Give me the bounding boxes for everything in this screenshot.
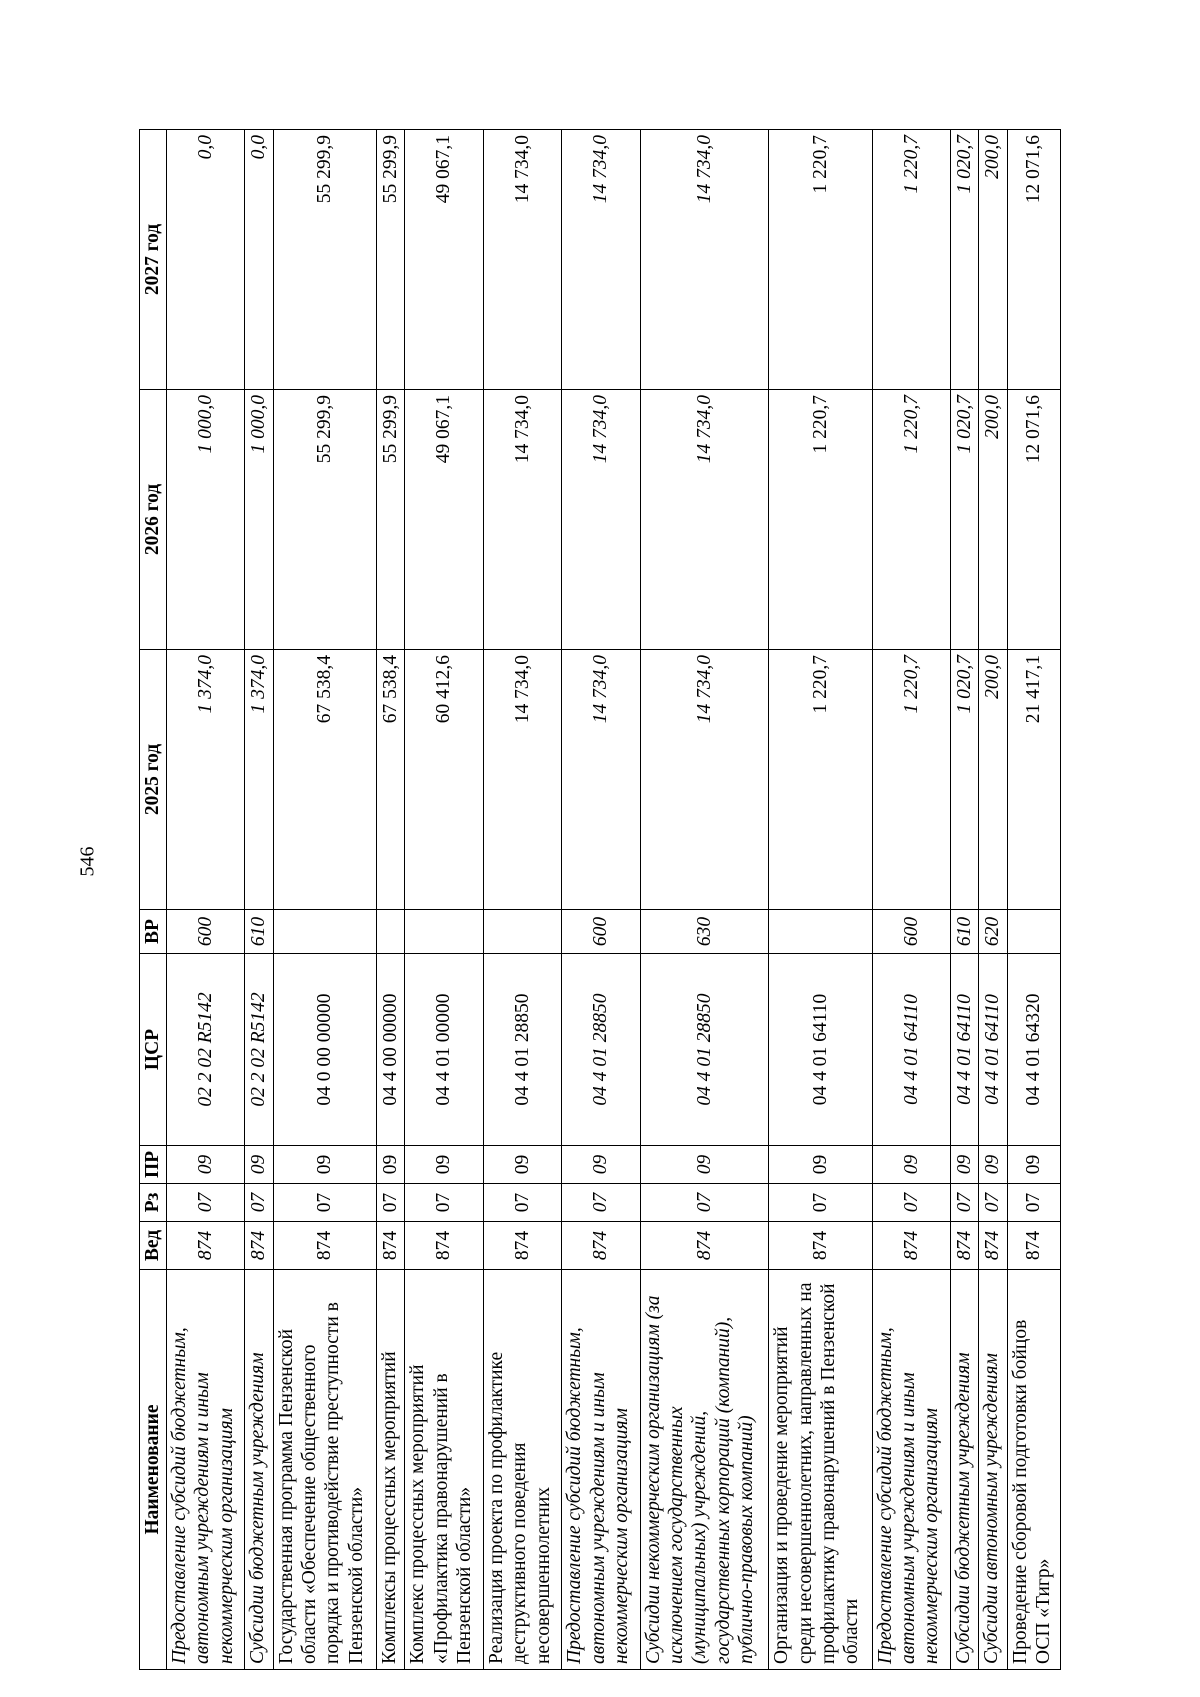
table-row	[167, 130, 245, 1670]
header-ved: Вед	[140, 1222, 167, 1270]
header-csr: ЦСР	[140, 954, 167, 1146]
cell-name: Субсидии автономным учреждениям	[979, 1270, 1007, 1670]
cell-rz: 07	[405, 1184, 483, 1222]
cell-name: Предоставление субсидий бюджетным, автономным учреждениям и иным некоммерческим организациям	[562, 1270, 640, 1670]
cell-y2026: 1 220,7	[872, 390, 950, 650]
cell-rz: 07	[640, 1184, 769, 1222]
cell-rz: 07	[245, 1184, 273, 1222]
cell-ved: 874	[979, 1222, 1007, 1270]
cell-ved: 874	[872, 1222, 950, 1270]
cell-rz: 07	[979, 1184, 1007, 1222]
cell-y2027: 200,0	[979, 130, 1007, 390]
cell-pr: 09	[377, 1146, 405, 1184]
cell-y2026: 49 067,1	[405, 390, 483, 650]
table-row	[273, 130, 376, 1670]
cell-y2026: 1 000,0	[167, 390, 245, 650]
cell-y2026: 14 734,0	[483, 390, 561, 650]
cell-ved: 874	[167, 1222, 245, 1270]
cell-y2027: 14 734,0	[562, 130, 640, 390]
cell-vr: 630	[640, 910, 769, 954]
cell-ved: 874	[562, 1222, 640, 1270]
header-vr: ВР	[140, 910, 167, 954]
header-pr: ПР	[140, 1146, 167, 1184]
table-row	[769, 130, 872, 1670]
cell-y2026: 1 020,7	[951, 390, 979, 650]
table-row	[405, 130, 483, 1670]
cell-ved: 874	[377, 1222, 405, 1270]
cell-csr: 04 0 00 00000	[273, 954, 376, 1146]
cell-csr: 04 4 01 00000	[405, 954, 483, 1146]
header-name: Наименование	[140, 1270, 167, 1670]
cell-pr: 09	[167, 1146, 245, 1184]
cell-rz: 07	[872, 1184, 950, 1222]
cell-vr	[405, 910, 483, 954]
rotated-table-wrapper	[139, 130, 1061, 1670]
cell-y2026: 14 734,0	[640, 390, 769, 650]
cell-csr: 04 4 01 64110	[951, 954, 979, 1146]
cell-rz: 07	[769, 1184, 872, 1222]
table-row	[979, 130, 1007, 1670]
table-row	[377, 130, 405, 1670]
cell-y2027: 0,0	[245, 130, 273, 390]
table-row	[640, 130, 769, 1670]
cell-name: Реализация проекта по профилактике деструктивного поведения несовершеннолетних	[483, 1270, 561, 1670]
cell-ved: 874	[405, 1222, 483, 1270]
cell-ved: 874	[1007, 1222, 1060, 1270]
cell-ved: 874	[245, 1222, 273, 1270]
table-row	[1007, 130, 1060, 1670]
cell-ved: 874	[273, 1222, 376, 1270]
cell-y2027: 1 020,7	[951, 130, 979, 390]
cell-vr	[769, 910, 872, 954]
cell-y2027: 0,0	[167, 130, 245, 390]
cell-name: Государственная программа Пензенской области «Обеспечение общественного порядка и противодействие преступности в Пензенской области»	[273, 1270, 376, 1670]
table-body	[167, 130, 1061, 1670]
cell-ved: 874	[640, 1222, 769, 1270]
table-row	[951, 130, 979, 1670]
cell-y2027: 1 220,7	[769, 130, 872, 390]
cell-y2026: 12 071,6	[1007, 390, 1060, 650]
cell-name: Субсидии бюджетным учреждениям	[951, 1270, 979, 1670]
cell-pr: 09	[405, 1146, 483, 1184]
cell-name: Предоставление субсидий бюджетным, автономным учреждениям и иным некоммерческим организациям	[167, 1270, 245, 1670]
cell-name: Комплексы процессных мероприятий	[377, 1270, 405, 1670]
cell-y2026: 1 000,0	[245, 390, 273, 650]
cell-y2025: 14 734,0	[483, 650, 561, 910]
cell-y2027: 1 220,7	[872, 130, 950, 390]
cell-csr: 02 2 02 R5142	[167, 954, 245, 1146]
cell-rz: 07	[562, 1184, 640, 1222]
cell-rz: 07	[377, 1184, 405, 1222]
cell-pr: 09	[979, 1146, 1007, 1184]
cell-pr: 09	[245, 1146, 273, 1184]
cell-csr: 04 4 01 64110	[769, 954, 872, 1146]
cell-vr	[1007, 910, 1060, 954]
cell-y2026: 200,0	[979, 390, 1007, 650]
cell-name: Проведение сборовой подготовки бойцов ОСП «Тигр»	[1007, 1270, 1060, 1670]
cell-y2026: 55 299,9	[273, 390, 376, 650]
cell-y2025: 1 374,0	[167, 650, 245, 910]
header-2026: 2026 год	[140, 390, 167, 650]
header-2025: 2025 год	[140, 650, 167, 910]
header-row	[140, 130, 167, 1670]
cell-pr: 09	[562, 1146, 640, 1184]
cell-y2025: 1 020,7	[951, 650, 979, 910]
cell-vr	[273, 910, 376, 954]
cell-csr: 02 2 02 R5142	[245, 954, 273, 1146]
cell-vr: 600	[562, 910, 640, 954]
cell-csr: 04 4 01 28850	[483, 954, 561, 1146]
cell-y2026: 55 299,9	[377, 390, 405, 650]
page-number: 546	[76, 846, 99, 877]
cell-rz: 07	[483, 1184, 561, 1222]
cell-y2025: 67 538,4	[377, 650, 405, 910]
cell-pr: 09	[872, 1146, 950, 1184]
cell-y2025: 14 734,0	[640, 650, 769, 910]
cell-y2027: 55 299,9	[273, 130, 376, 390]
cell-rz: 07	[1007, 1184, 1060, 1222]
cell-rz: 07	[167, 1184, 245, 1222]
cell-vr	[483, 910, 561, 954]
cell-y2027: 55 299,9	[377, 130, 405, 390]
table-row	[483, 130, 561, 1670]
cell-vr	[377, 910, 405, 954]
cell-y2025: 1 220,7	[872, 650, 950, 910]
header-rz: Рз	[140, 1184, 167, 1222]
cell-name: Комплекс процессных мероприятий «Профилактика правонарушений в Пензенской области»	[405, 1270, 483, 1670]
cell-y2025: 14 734,0	[562, 650, 640, 910]
cell-y2025: 67 538,4	[273, 650, 376, 910]
cell-y2026: 14 734,0	[562, 390, 640, 650]
cell-vr: 600	[167, 910, 245, 954]
cell-name: Организация и проведение мероприятий среди несовершеннолетних, направленных на профилактику правонарушений в Пензенской области	[769, 1270, 872, 1670]
cell-rz: 07	[951, 1184, 979, 1222]
cell-vr: 610	[951, 910, 979, 954]
header-2027: 2027 год	[140, 130, 167, 390]
cell-vr: 610	[245, 910, 273, 954]
cell-rz: 07	[273, 1184, 376, 1222]
cell-ved: 874	[769, 1222, 872, 1270]
cell-y2025: 1 374,0	[245, 650, 273, 910]
cell-csr: 04 4 00 00000	[377, 954, 405, 1146]
cell-pr: 09	[1007, 1146, 1060, 1184]
cell-csr: 04 4 01 28850	[562, 954, 640, 1146]
cell-pr: 09	[640, 1146, 769, 1184]
table-row	[562, 130, 640, 1670]
cell-csr: 04 4 01 28850	[640, 954, 769, 1146]
cell-pr: 09	[951, 1146, 979, 1184]
cell-ved: 874	[483, 1222, 561, 1270]
cell-name: Субсидии бюджетным учреждениям	[245, 1270, 273, 1670]
cell-csr: 04 4 01 64110	[872, 954, 950, 1146]
cell-name: Субсидии некоммерческим организациям (за исключением государственных (муниципальных) учреждений, государственных корпораций (компаний), публично-правовых компаний)	[640, 1270, 769, 1670]
cell-vr: 600	[872, 910, 950, 954]
table-row	[872, 130, 950, 1670]
cell-name: Предоставление субсидий бюджетным, автономным учреждениям и иным некоммерческим организациям	[872, 1270, 950, 1670]
cell-csr: 04 4 01 64110	[979, 954, 1007, 1146]
cell-y2025: 21 417,1	[1007, 650, 1060, 910]
cell-pr: 09	[273, 1146, 376, 1184]
cell-y2027: 12 071,6	[1007, 130, 1060, 390]
cell-ved: 874	[951, 1222, 979, 1270]
cell-y2025: 60 412,6	[405, 650, 483, 910]
cell-y2025: 200,0	[979, 650, 1007, 910]
cell-y2027: 14 734,0	[483, 130, 561, 390]
table-row	[245, 130, 273, 1670]
cell-y2027: 49 067,1	[405, 130, 483, 390]
cell-pr: 09	[769, 1146, 872, 1184]
cell-pr: 09	[483, 1146, 561, 1184]
cell-y2025: 1 220,7	[769, 650, 872, 910]
cell-y2026: 1 220,7	[769, 390, 872, 650]
cell-vr: 620	[979, 910, 1007, 954]
cell-y2027: 14 734,0	[640, 130, 769, 390]
cell-csr: 04 4 01 64320	[1007, 954, 1060, 1146]
